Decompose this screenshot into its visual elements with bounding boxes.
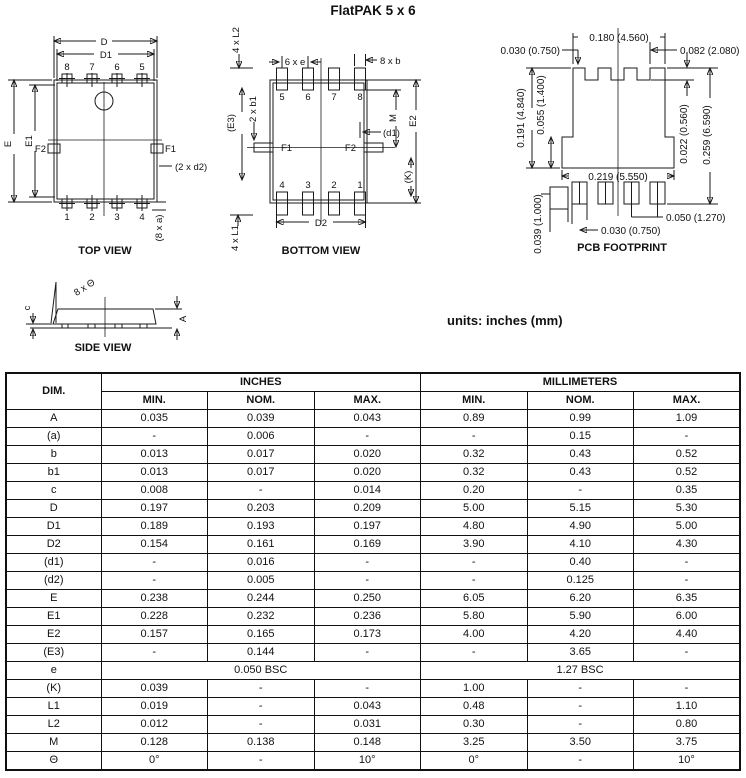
table-cell: 0.32 [421,446,528,464]
bottom-view-diagram [225,10,440,265]
pin-number: 6 [114,62,120,73]
table-cell: 3.50 [527,734,634,752]
table-cell: - [527,680,634,698]
dim-label: A [6,410,101,428]
pin-number: 7 [331,92,337,103]
table-cell: 0.019 [101,698,208,716]
table-cell: 0.15 [527,428,634,446]
table-cell: 5.30 [634,500,741,518]
label-E: E [3,140,14,148]
col-header-nom: NOM. [527,392,634,410]
table-cell: 0.232 [208,608,315,626]
table-row [6,482,740,500]
side-view-outline [30,282,172,337]
table-cell: 0.250 [314,590,421,608]
table-cell: 5.00 [421,500,528,518]
pin-number: 8 [64,62,70,73]
table-cell: 0.169 [314,536,421,554]
table-cell: 4.80 [421,518,528,536]
table-cell: 0.228 [101,608,208,626]
pin-number: 1 [64,212,70,223]
table-cell: 5.15 [527,500,634,518]
col-header-min: MIN. [421,392,528,410]
table-cell: 0.30 [421,716,528,734]
table-cell: 0.138 [208,734,315,752]
dim-label: D1 [6,518,101,536]
pcb-footprint-diagram [440,20,746,265]
table-cell: - [101,644,208,662]
table-cell: - [314,572,421,590]
table-row [6,500,740,518]
table-cell: - [634,428,741,446]
label-2xd2: (2 x d2) [175,162,208,173]
table-cell: - [527,752,634,771]
table-cell: 0.32 [421,464,528,482]
table-row [6,590,740,608]
table-row [6,446,740,464]
table-cell: 3.75 [634,734,741,752]
label-c: c [22,305,33,311]
table-cell: 0.43 [527,464,634,482]
table-cell: 0.031 [314,716,421,734]
col-header-dim: DIM. [6,373,101,410]
table-cell: 3.65 [527,644,634,662]
table-cell: 0.144 [208,644,315,662]
table-cell: 0.039 [101,680,208,698]
pin-number: 2 [89,212,95,223]
table-cell: 0.012 [101,716,208,734]
label-D1: D1 [99,50,113,61]
table-cell: 0.016 [208,554,315,572]
table-cell: 0.006 [208,428,315,446]
bottom-view-dimensions [226,27,421,251]
table-row [6,662,740,680]
table-cell: 0.197 [101,500,208,518]
pin-number: 1 [357,180,363,191]
table-cell: 0.020 [314,464,421,482]
table-cell: 0.125 [527,572,634,590]
footprint-pads [550,28,674,216]
label-4xL1: 4 x L1 [230,225,241,251]
table-cell: - [314,428,421,446]
dim-left-height: 0.191 (4.840) [516,88,527,148]
pin-number: 3 [114,212,120,223]
table-subheader-row [6,392,740,410]
label-E3: (E3) [226,114,237,132]
table-row [6,626,740,644]
dim-label: (K) [6,680,101,698]
table-cell: 0.189 [101,518,208,536]
table-cell: 0.148 [314,734,421,752]
table-cell: 5.00 [634,518,741,536]
table-cell: - [101,428,208,446]
pin-number: 8 [357,92,363,103]
table-cell: - [634,554,741,572]
table-cell: 0.039 [208,410,315,428]
table-cell: 6.00 [634,608,741,626]
table-cell: 0.193 [208,518,315,536]
table-cell: - [208,752,315,771]
dim-label: D [6,500,101,518]
table-row [6,680,740,698]
table-cell: 0° [101,752,208,771]
table-row [6,752,740,771]
footprint-dimensions [501,33,740,254]
table-cell: 10° [314,752,421,771]
label-E2: E2 [408,115,419,127]
bottom-view-outline [247,58,395,224]
table-cell: 4.40 [634,626,741,644]
table-row [6,698,740,716]
label-A: A [178,315,189,323]
table-row [6,518,740,536]
table-cell: 0.005 [208,572,315,590]
label-d1: (d1) [383,128,400,139]
dim-right-step: 0.022 (0.560) [679,104,690,164]
col-header-max: MAX. [314,392,421,410]
table-cell: - [421,644,528,662]
dim-label: (d1) [6,554,101,572]
table-cell: - [101,572,208,590]
table-cell: - [527,716,634,734]
dim-label: L1 [6,698,101,716]
col-header-min: MIN. [101,392,208,410]
dim-label: b1 [6,464,101,482]
table-cell: 6.35 [634,590,741,608]
table-cell: 0.52 [634,446,741,464]
label-8xa: (8 x a) [154,214,165,242]
top-view-outline [48,80,162,216]
table-cell: - [208,698,315,716]
table-row [6,536,740,554]
table-cell: 0.40 [527,554,634,572]
table-cell: 0.128 [101,734,208,752]
table-cell: 0.020 [314,446,421,464]
table-cell: 0.161 [208,536,315,554]
table-cell: 0.008 [101,482,208,500]
col-header-max: MAX. [634,392,741,410]
label-4xL2: 4 x L2 [231,27,242,53]
table-cell: - [634,572,741,590]
dim-label: c [6,482,101,500]
label-M: M [388,114,399,122]
table-row [6,644,740,662]
table-cell: 0.35 [634,482,741,500]
table-cell: 0.80 [634,716,741,734]
table-cell: 10° [634,752,741,771]
table-cell: 0.017 [208,464,315,482]
dim-right-height: 0.259 (6.590) [702,105,713,165]
table-row [6,428,740,446]
table-row [6,410,740,428]
table-cell: - [208,680,315,698]
table-cell: - [208,482,315,500]
table-cell: - [314,680,421,698]
pin-number: 7 [89,62,95,73]
dim-label: D2 [6,536,101,554]
dim-label: E2 [6,626,101,644]
table-cell: - [421,554,528,572]
dim-label: M [6,734,101,752]
table-cell: 0.165 [208,626,315,644]
table-cell: - [314,554,421,572]
table-cell: 0.043 [314,698,421,716]
table-cell: 0.013 [101,446,208,464]
table-cell: 5.80 [421,608,528,626]
label-K: (K) [403,170,414,184]
table-cell: 0.013 [101,464,208,482]
table-cell: 0.238 [101,590,208,608]
table-cell: 0.52 [634,464,741,482]
dim-left-inner: 0.055 (1.400) [536,75,547,135]
label-F1: F1 [165,144,177,155]
table-cell: 1.00 [421,680,528,698]
table-cell: - [421,572,528,590]
dim-pad-width: 0.030 (0.750) [601,226,661,237]
pin-number: 3 [305,180,311,191]
table-cell: - [527,482,634,500]
table-cell: 4.90 [527,518,634,536]
top-view-dimensions [3,36,207,241]
dim-pad-pitch: 0.050 (1.270) [666,213,726,224]
table-cell: - [101,554,208,572]
table-cell: - [634,644,741,662]
table-cell: 6.05 [421,590,528,608]
table-cell: - [208,716,315,734]
dim-label: (a) [6,428,101,446]
label-F2: F2 [34,144,46,155]
pin-number: 5 [279,92,285,103]
bottom-view-caption: BOTTOM VIEW [281,245,361,257]
table-cell: 0.89 [421,410,528,428]
units-note: units: inches (mm) [447,313,563,328]
label-F2: F2 [344,143,356,154]
pcb-footprint-caption: PCB FOOTPRINT [577,242,667,254]
page-title: FlatPAK 5 x 6 [330,3,416,18]
table-cell: 0.236 [314,608,421,626]
table-cell: 0.173 [314,626,421,644]
pin-number: 5 [139,62,145,73]
label-D2: D2 [314,218,328,229]
table-cell: 3.25 [421,734,528,752]
label-6xe: 6 x e [284,57,306,68]
table-cell: 4.10 [527,536,634,554]
label-D: D [100,37,108,48]
label-8xb: 8 x b [380,56,401,67]
dim-label: e [6,662,101,680]
table-cell: 6.20 [527,590,634,608]
table-cell: 4.20 [527,626,634,644]
dim-notch: 0.030 (0.750) [500,46,560,57]
dim-label: (E3) [6,644,101,662]
table-cell: 0.197 [314,518,421,536]
dim-label: E [6,590,101,608]
side-view-diagram [10,275,240,365]
table-cell: 1.09 [634,410,741,428]
table-cell: 0.203 [208,500,315,518]
table-row [6,464,740,482]
table-cell: 0.043 [314,410,421,428]
table-row [6,572,740,590]
table-cell: 0.20 [421,482,528,500]
table-cell: 1.10 [634,698,741,716]
col-header-inches: INCHES [101,373,421,392]
pin-number: 2 [331,180,337,191]
top-view-caption: TOP VIEW [78,245,132,257]
label-E1: E1 [24,135,35,147]
table-cell: 0.154 [101,536,208,554]
table-header-row [6,373,740,392]
table-cell: 4.00 [421,626,528,644]
label-8xTheta: 8 x Θ [72,277,98,299]
table-row [6,608,740,626]
table-cell: 0.48 [421,698,528,716]
dim-pad-height: 0.039 (1.000) [533,194,544,254]
pin-number: 4 [279,180,285,191]
table-cell: 0.050 BSC [101,662,421,680]
label-2xb1: 2 x b1 [248,96,259,122]
dim-label: (d2) [6,572,101,590]
pin-number: 6 [305,92,311,103]
table-cell: 0.035 [101,410,208,428]
dimension-table [5,372,741,771]
table-cell: - [634,680,741,698]
label-F1: F1 [281,143,293,154]
table-row [6,734,740,752]
dim-label: Θ [6,752,101,771]
table-cell: - [527,698,634,716]
table-cell: 0.157 [101,626,208,644]
table-row [6,716,740,734]
table-cell: - [421,428,528,446]
dim-top-width: 0.180 (4.560) [589,33,649,44]
top-view-pins [59,73,150,211]
table-cell: 5.90 [527,608,634,626]
col-header-millimeters: MILLIMETERS [421,373,741,392]
table-cell: 0.244 [208,590,315,608]
table-cell: 0° [421,752,528,771]
table-cell: 3.90 [421,536,528,554]
table-cell: 0.99 [527,410,634,428]
table-cell: 0.017 [208,446,315,464]
col-header-nom: NOM. [208,392,315,410]
table-cell: - [314,644,421,662]
table-row [6,554,740,572]
side-view-caption: SIDE VIEW [74,342,132,354]
dim-body-width: 0.219 (5.550) [588,172,648,183]
table-cell: 0.43 [527,446,634,464]
table-cell: 4.30 [634,536,741,554]
table-cell: 1.27 BSC [421,662,741,680]
dim-label: E1 [6,608,101,626]
top-view-diagram [0,20,230,270]
dim-right-top: 0.082 (2.080) [680,46,740,57]
table-cell: 0.014 [314,482,421,500]
dim-label: L2 [6,716,101,734]
pin-number: 4 [139,212,145,223]
table-cell: 0.209 [314,500,421,518]
dim-label: b [6,446,101,464]
